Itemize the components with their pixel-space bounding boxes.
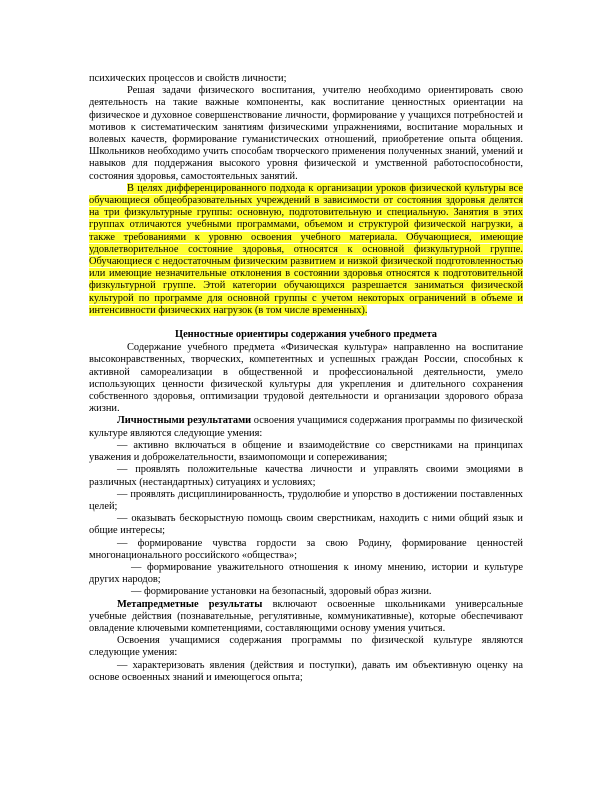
highlighted-text: В целях дифференцированного подхода к организации уроков физической культуры все обучающиеся общеобразовательных учреждений в зависимости от состояния здоровья делятся на три физкультурные группы: основную, подготовительную и специальную. Занятия в этих группах отличаются учебными программами, объемом и структурой физической нагрузки, а также требованиями к уровню освоения учебного материала. Обучающиеся, имеющие удовлетворительное состояние здоровья, относятся к основной физкультурной группе. Обучающиеся с недостаточным физическим развитием и низкой физической подготовленностью или имеющие незначительные отклонения в состоянии здоровья относятся к подготовительной физкультурной группе. Этой категории обучающихся разрешается заниматься физической культурой по программе для основной группы с учетом некоторых ограничений в объеме и интенсивности физических нагрузок (в том числе временных). [89, 182, 523, 316]
paragraph-intro-tail: психических процессов и свойств личности; [89, 73, 287, 84]
list-item: — активно включаться в общение и взаимодействие со сверстниками на принципах уважения и доброжелательности, взаимопомощи и сопереживания; [89, 439, 523, 464]
list-item: — формирование уважительного отношения к иному мнению, истории и культуре других народов; [89, 561, 523, 586]
list-item: — проявлять дисциплинированность, трудолюбие и упорство в достижении поставленных целей; [89, 488, 523, 512]
meta-results-text: включают освоенные школьниками универсальные учебные действия (познавательные, регулятивные, коммуникативные), которые обеспечивают овладение ключевыми компетенциями, составляющими основу умения учиться. [89, 598, 524, 634]
paragraph-skills: Освоения учащимися содержания программы по физической культуре являются следующие умения: [89, 635, 523, 659]
paragraph-content: Содержание учебного предмета «Физическая культура» направленно на воспитание высоконравственных, творческих, компетентных и успешных граждан России, способных к активной самореализации в общественной и профессиональной деятельности, умело использующих ценности физической культуры для укрепления и длительного сохранения собственного здоровья, оптимизации трудовой деятельности и организации здорового образа жизни. [89, 342, 523, 415]
document-page [89, 73, 523, 684]
paragraph-meta-results [89, 599, 523, 636]
meta-results-label: Метапредметные результаты [117, 598, 263, 610]
paragraph-groups-highlighted [89, 183, 523, 317]
list-item: — оказывать бескорыстную помощь своим сверстникам, находить с ними общий язык и общие интересы; [89, 513, 523, 537]
personal-results-text: освоения учащимися содержания программы по физической культуре являются следующие умения: [89, 415, 523, 439]
list-item: — формирование чувства гордости за свою Родину, формирование ценностей многонационального российского «общества»; [89, 537, 523, 561]
paragraph-personal-results [89, 415, 523, 439]
personal-results-label: Личностными результатами [117, 415, 252, 427]
list-item: — характеризовать явления (действия и поступки), давать им объективную оценку на основе освоенных знаний и имеющегося опыта; [89, 659, 523, 683]
list-item: — формирование установки на безопасный, здоровый образ жизни. [131, 586, 432, 598]
paragraph-tasks: Решая задачи физического воспитания, учителю необходимо ориентировать свою деятельность на такие важные компоненты, как воспитание ценностных ориентации на физическое и духовное совершенствование личности, формирование у учащихся потребностей и мотивов к систематическим занятиям физическими упражнениями, воспитание моральных и волевых качеств, формирование гуманистических отношений, приобретение опыта общения. Школьников необходимо учить способам творческого применения полученных знаний, умений и навыков для поддержания высокого уровня физической и умственной работоспособности, состояния здоровья, самостоятельных занятий. [89, 85, 523, 182]
section-heading: Ценностные ориентиры содержания учебного предмета [174, 329, 437, 341]
list-item: — проявлять положительные качества личности и управлять своими эмоциями в различных (нестандартных) ситуациях и условиях; [89, 464, 523, 488]
